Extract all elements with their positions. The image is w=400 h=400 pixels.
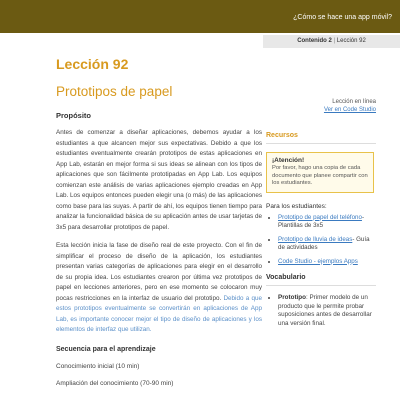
attention-callout: [266, 152, 374, 193]
divider: [266, 143, 376, 144]
vocab-definition: : Primer modelo de un producto que le permite probar suposiciones antes de desarrollar una versión final.: [278, 294, 372, 327]
sequence-item-warmup[interactable]: Conocimiento inicial (10 min): [56, 362, 140, 370]
divider: [266, 285, 376, 286]
resource-item: [278, 214, 376, 231]
resource-link-brainstorm[interactable]: Prototipo de lluvia de ideas: [278, 235, 353, 243]
callout-body: Por favor, hago una copia de cada documento que planee compartir con los estudiantes.: [272, 165, 368, 186]
lesson-title: Prototipos de papel: [56, 84, 173, 99]
breadcrumb: [263, 35, 400, 48]
vocabulary-list: [266, 294, 376, 328]
purpose-paragraph-2: [56, 241, 262, 336]
breadcrumb-unit[interactable]: Contenido 2: [297, 38, 332, 44]
breadcrumb-separator: |: [333, 38, 336, 44]
resources-heading: Recursos: [266, 132, 298, 139]
paragraph-2-text: Esta lección inicia la fase de diseño real de este proyecto. Con el fin de simplificar el proceso de diseño de la aplicación, los estudiantes presentan varias categorías de aplicaciones para elegir en el desarrollo de su propia idea. Los estudiantes crearon por última vez prototipos de papel en lecciones anteriores, pero en ese momento se colocaron muy pocas restricciones en la interfaz de usuario del prototipo.: [56, 242, 262, 302]
resource-item: [278, 236, 376, 253]
callout-title: ¡Atención!: [272, 157, 305, 164]
purpose-heading: Propósito: [56, 111, 91, 120]
top-header-bar: [0, 0, 400, 33]
course-title: ¿Cómo se hace una app móvil?: [293, 14, 392, 21]
lesson-number: Lección 92: [56, 56, 129, 72]
students-label: Para los estudiantes:: [266, 202, 327, 210]
resource-suffix: - Plantillas de 3x5: [278, 213, 365, 229]
resource-list: [266, 214, 376, 267]
main-content: [56, 56, 262, 387]
sidebar: [266, 50, 376, 328]
resource-link-phone-prototype[interactable]: Prototipo de papel del teléfono: [278, 213, 362, 221]
resource-suffix: - Guía de actividades: [278, 235, 370, 251]
vocab-term: Prototipo: [278, 294, 306, 301]
breadcrumb-lesson: Lección 92: [336, 38, 366, 44]
purpose-paragraph-1: Antes de comenzar a diseñar aplicaciones, debemos ayudar a los estudiantes a que alcancen mejor sus expectativas. Debido a que los estudiantes eventualmente crearán prototipos de estas aplicaciones en App Lab, estarán en mejor forma si sus ideas se alinean con los tipos de aplicaciones que son fácilmente prototipadas en App Lab. Los equipos comienzan este análisis de varias aplicaciones ejemplo creadas en App Lab. Los equipos entonces pueden elegir una (o más) de las aplicaciones como base para las suyas. A partir de ahí, los equipos tienen tiempo para analizar la funcionalidad básica de su aplicación antes de usar tarjetas de 3x5 para desarrollar prototipos de papel.: [56, 129, 262, 231]
code-studio-link[interactable]: Ver en Code Studio: [323, 107, 376, 113]
online-lesson-label: Lección en línea: [332, 99, 376, 105]
vocabulary-heading: Vocabulario: [266, 274, 306, 281]
sequence-heading: Secuencia para el aprendizaje: [56, 345, 156, 353]
resource-link-code-studio[interactable]: Code Studio - ejemplos Apps: [278, 257, 358, 265]
resource-item: [278, 258, 376, 267]
paragraph-2-highlight: Debido a que estos prototipos eventualmente se convertirán en aplicaciones de App Lab, es importante conocer mejor el tipo de diseño de aplicaciones y los elementos de interfaz que utilizan.: [56, 294, 263, 333]
online-lesson: [266, 98, 376, 114]
vocabulary-item: [278, 294, 376, 328]
sequence-item-activity[interactable]: Ampliación del conocimiento (70-90 min): [56, 379, 174, 387]
